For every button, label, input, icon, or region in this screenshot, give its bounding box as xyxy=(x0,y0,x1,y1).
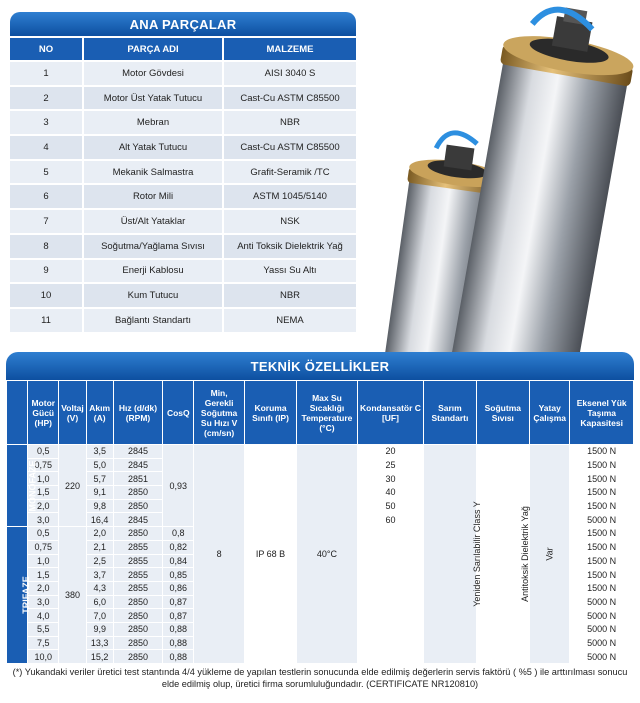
header-material: MALZEME xyxy=(222,38,356,60)
horizontal xyxy=(530,445,570,664)
part-material: Cast-Cu ASTM C85500 xyxy=(222,136,356,159)
motor-power: 1,5 xyxy=(28,568,59,582)
part-no: 7 xyxy=(10,210,82,233)
parts-table xyxy=(10,36,356,334)
parts-row xyxy=(10,284,356,307)
motor-power: 1,5 xyxy=(28,486,59,500)
speed: 2850 xyxy=(113,486,162,500)
part-no: 9 xyxy=(10,260,82,283)
axial-load: 5000 N xyxy=(570,595,634,609)
part-no: 10 xyxy=(10,284,82,307)
axial-load: 5000 N xyxy=(570,650,634,664)
speed: 2850 xyxy=(113,622,162,636)
voltage-mono: 220 xyxy=(59,445,86,527)
speed: 2850 xyxy=(113,595,162,609)
coolant-text: Antitoksik Dielektrik Yağ xyxy=(519,506,530,602)
header-max-temp: Max Su Sıcaklığı Temperature (°C) xyxy=(297,381,357,445)
voltage-tri: 380 xyxy=(59,527,86,664)
current: 6,0 xyxy=(86,595,113,609)
header-protection: Koruma Sınıfı (IP) xyxy=(244,381,296,445)
current: 3,5 xyxy=(86,445,113,459)
axial-load: 1500 N xyxy=(570,458,634,472)
tech-title: TEKNİK ÖZELLİKLER xyxy=(6,352,634,380)
motor-power: 3,0 xyxy=(28,595,59,609)
part-material: Anti Toksik Dielektrik Yağ xyxy=(222,235,356,258)
motor-power: 1,0 xyxy=(28,472,59,486)
current: 5,7 xyxy=(86,472,113,486)
part-no: 3 xyxy=(10,111,82,134)
capacitor: 40 xyxy=(357,486,424,500)
axial-load: 1500 N xyxy=(570,554,634,568)
current: 9,9 xyxy=(86,622,113,636)
part-material: AISI 3040 S xyxy=(222,62,356,85)
current: 16,4 xyxy=(86,513,113,527)
cosq: 0,88 xyxy=(163,622,194,636)
header-axial-load: Eksenel Yük Taşıma Kapasitesi xyxy=(570,381,634,445)
capacitor: 50 xyxy=(357,499,424,513)
tech-header-row xyxy=(7,381,634,445)
motor-pump-image xyxy=(362,0,640,355)
axial-load: 1500 N xyxy=(570,445,634,459)
motor-power: 0,5 xyxy=(28,445,59,459)
current: 3,7 xyxy=(86,568,113,582)
speed: 2855 xyxy=(113,568,162,582)
motor-power: 1,0 xyxy=(28,554,59,568)
capacitor: 20 xyxy=(357,445,424,459)
part-material: Cast-Cu ASTM C85500 xyxy=(222,87,356,110)
group-tri xyxy=(7,527,31,664)
parts-row xyxy=(10,185,356,208)
header-capacitor: Kondansatör C [UF] xyxy=(357,381,424,445)
parts-header-row xyxy=(10,38,356,60)
part-no: 11 xyxy=(10,309,82,332)
motor-power: 0,5 xyxy=(28,527,59,541)
part-no: 6 xyxy=(10,185,82,208)
speed: 2850 xyxy=(113,609,162,623)
axial-load: 1500 N xyxy=(570,486,634,500)
parts-row xyxy=(10,87,356,110)
header-speed: Hız (d/dk) (RPM) xyxy=(113,381,162,445)
part-material: NEMA xyxy=(222,309,356,332)
current: 2,5 xyxy=(86,554,113,568)
part-name: Alt Yatak Tutucu xyxy=(82,136,222,159)
part-material: NSK xyxy=(222,210,356,233)
speed: 2850 xyxy=(113,499,162,513)
parts-title: ANA PARÇALAR xyxy=(10,12,356,36)
group-mono-text: MONOFAZE xyxy=(27,460,38,512)
cosq: 0,88 xyxy=(163,636,194,650)
axial-load: 5000 N xyxy=(570,609,634,623)
part-name: Kum Tutucu xyxy=(82,284,222,307)
cooling-speed: 8 xyxy=(194,445,244,664)
part-name: Mekanik Salmastra xyxy=(82,161,222,184)
part-material: Yassı Su Altı xyxy=(222,260,356,283)
header-winding: Sarım Standartı xyxy=(424,381,476,445)
group-mono xyxy=(7,445,38,527)
motor-power: 3,0 xyxy=(28,513,59,527)
motor-power: 2,0 xyxy=(28,581,59,595)
coolant xyxy=(476,445,529,664)
parts-row xyxy=(10,136,356,159)
header-coolant: Soğutma Sıvısı xyxy=(476,381,529,445)
header-no: NO xyxy=(10,38,82,60)
part-name: Motor Üst Yatak Tutucu xyxy=(82,87,222,110)
part-name: Soğutma/Yağlama Sıvısı xyxy=(82,235,222,258)
cosq: 0,86 xyxy=(163,581,194,595)
tech-panel xyxy=(6,352,634,690)
axial-load: 1500 N xyxy=(570,527,634,541)
parts-row xyxy=(10,111,356,134)
current: 2,1 xyxy=(86,540,113,554)
speed: 2845 xyxy=(113,445,162,459)
horizontal-text: Var xyxy=(544,547,555,561)
current: 4,3 xyxy=(86,581,113,595)
part-name: Üst/Alt Yataklar xyxy=(82,210,222,233)
capacitor: 30 xyxy=(357,472,424,486)
cosq: 0,84 xyxy=(163,554,194,568)
group-tri-text: TRIFAZE xyxy=(20,576,31,614)
current: 13,3 xyxy=(86,636,113,650)
max-temp: 40°C xyxy=(297,445,357,664)
mono-row xyxy=(7,445,634,459)
winding-text: Yeniden Sarılabilir Class Y xyxy=(471,501,482,607)
parts-row xyxy=(10,161,356,184)
protection: IP 68 B xyxy=(244,445,296,664)
part-material: Grafit-Seramik /TC xyxy=(222,161,356,184)
speed: 2850 xyxy=(113,636,162,650)
part-no: 2 xyxy=(10,87,82,110)
part-name: Motor Gövdesi xyxy=(82,62,222,85)
axial-load: 1500 N xyxy=(570,540,634,554)
cosq: 0,85 xyxy=(163,568,194,582)
motor-power: 10,0 xyxy=(28,650,59,664)
header-cooling-speed: Min, Gerekli Soğutma Su Hızı V (cm/sn) xyxy=(194,381,244,445)
parts-row xyxy=(10,62,356,85)
parts-row xyxy=(10,260,356,283)
part-no: 8 xyxy=(10,235,82,258)
motor-power: 4,0 xyxy=(28,609,59,623)
tech-body xyxy=(7,445,634,664)
current: 5,0 xyxy=(86,458,113,472)
motor-power: 5,5 xyxy=(28,622,59,636)
motor-power: 0,75 xyxy=(28,458,59,472)
axial-load: 5000 N xyxy=(570,513,634,527)
cosq-mono: 0,93 xyxy=(163,445,194,527)
current: 2,0 xyxy=(86,527,113,541)
cosq: 0,82 xyxy=(163,540,194,554)
speed: 2851 xyxy=(113,472,162,486)
part-no: 5 xyxy=(10,161,82,184)
part-name: Rotor Mili xyxy=(82,185,222,208)
current: 15,2 xyxy=(86,650,113,664)
winding xyxy=(424,445,482,664)
header-voltage: Voltaj (V) xyxy=(59,381,86,445)
current: 7,0 xyxy=(86,609,113,623)
part-material: NBR xyxy=(222,111,356,134)
footnote: (*) Yukandaki veriler üretici test stantında 4/4 yükleme de yapılan testlerin sonucunda elde edilmiş değerlerin servis faktörü ( %5 ) ile arttırılması sonucu elde edilmiş olup, üretici firma sorumluluğundadır. (CERTIFICATE NR120810) xyxy=(12,667,628,689)
speed: 2850 xyxy=(113,527,162,541)
tech-table xyxy=(6,380,634,664)
motor-power: 2,0 xyxy=(28,499,59,513)
parts-row xyxy=(10,309,356,332)
part-name: Mebran xyxy=(82,111,222,134)
capacitor-empty xyxy=(357,527,424,664)
part-name: Bağlantı Standartı xyxy=(82,309,222,332)
speed: 2855 xyxy=(113,540,162,554)
speed: 2845 xyxy=(113,513,162,527)
axial-load: 5000 N xyxy=(570,636,634,650)
axial-load: 1500 N xyxy=(570,568,634,582)
part-name: Enerji Kablosu xyxy=(82,260,222,283)
axial-load: 1500 N xyxy=(570,581,634,595)
axial-load: 5000 N xyxy=(570,622,634,636)
header-group xyxy=(7,381,28,445)
speed: 2855 xyxy=(113,554,162,568)
parts-row xyxy=(10,210,356,233)
capacitor: 60 xyxy=(357,513,424,527)
speed: 2855 xyxy=(113,581,162,595)
part-material: NBR xyxy=(222,284,356,307)
current: 9,1 xyxy=(86,486,113,500)
capacitor: 25 xyxy=(357,458,424,472)
header-horizontal: Yatay Çalışma xyxy=(530,381,570,445)
cosq: 0,88 xyxy=(163,650,194,664)
header-current: Akım (A) xyxy=(86,381,113,445)
header-motor-power: Motor Gücü (HP) xyxy=(28,381,59,445)
parts-row xyxy=(10,235,356,258)
axial-load: 1500 N xyxy=(570,472,634,486)
motor-power: 0,75 xyxy=(28,540,59,554)
axial-load: 1500 N xyxy=(570,499,634,513)
current: 9,8 xyxy=(86,499,113,513)
cosq: 0,87 xyxy=(163,609,194,623)
speed: 2850 xyxy=(113,650,162,664)
cosq: 0,8 xyxy=(163,527,194,541)
header-part-name: PARÇA ADI xyxy=(82,38,222,60)
header-cosq: CosQ xyxy=(163,381,194,445)
part-no: 1 xyxy=(10,62,82,85)
parts-panel xyxy=(10,12,356,334)
motor-power: 7,5 xyxy=(28,636,59,650)
part-no: 4 xyxy=(10,136,82,159)
cosq: 0,87 xyxy=(163,595,194,609)
parts-body xyxy=(10,62,356,332)
part-material: ASTM 1045/5140 xyxy=(222,185,356,208)
speed: 2845 xyxy=(113,458,162,472)
